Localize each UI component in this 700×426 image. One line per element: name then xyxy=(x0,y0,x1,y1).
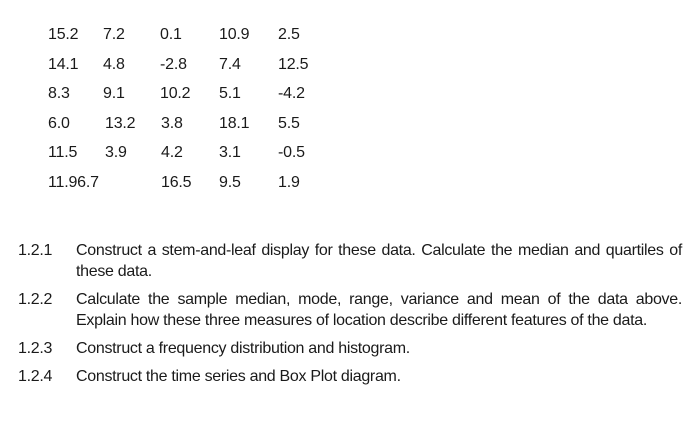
question-number: 1.2.3 xyxy=(18,340,53,357)
question-text: Construct a frequency distribution and histogram. xyxy=(76,340,410,357)
question-number: 1.2.1 xyxy=(18,242,53,259)
data-cell: 0.1 xyxy=(160,26,182,43)
question-item xyxy=(18,240,682,282)
data-cell: 7.4 xyxy=(219,55,241,73)
data-cell: 4.2 xyxy=(161,144,183,161)
data-cell: -4.2 xyxy=(278,85,305,102)
data-row xyxy=(48,24,368,54)
data-cell: 12.5 xyxy=(278,55,309,73)
data-cell: 5.1 xyxy=(219,85,241,102)
question-text: Construct the time series and Box Plot diagram. xyxy=(76,368,401,385)
data-cell: 7.2 xyxy=(103,26,125,43)
data-cell: 4.8 xyxy=(103,55,125,73)
data-row xyxy=(48,172,368,202)
data-table xyxy=(48,24,368,201)
data-row xyxy=(48,83,368,113)
data-cell: 3.9 xyxy=(105,144,127,161)
data-row xyxy=(48,54,368,84)
data-cell: 8.3 xyxy=(48,85,70,102)
data-cell: 6.0 xyxy=(48,114,70,132)
data-cell: -2.8 xyxy=(160,55,187,73)
data-cell: 5.5 xyxy=(278,114,300,132)
data-cell: 15.2 xyxy=(48,26,79,43)
data-cell: 1.9 xyxy=(278,173,300,191)
data-cell: 11.96.7 xyxy=(48,173,99,191)
data-cell: 9.5 xyxy=(219,173,241,191)
question-list xyxy=(18,240,682,394)
data-cell: -0.5 xyxy=(278,144,305,161)
data-row xyxy=(48,142,368,172)
data-cell: 10.9 xyxy=(219,26,250,43)
data-row xyxy=(48,113,368,143)
data-cell: 11.5 xyxy=(48,144,78,161)
data-cell: 13.2 xyxy=(105,114,136,132)
question-item xyxy=(18,338,682,359)
question-number: 1.2.4 xyxy=(18,368,53,385)
question-number: 1.2.2 xyxy=(18,291,53,308)
data-cell: 14.1 xyxy=(48,55,79,73)
question-item xyxy=(18,289,682,331)
data-cell: 16.5 xyxy=(161,173,192,191)
question-text: Construct a stem-and-leaf display for these data. Calculate the median and quartiles of these data. xyxy=(76,242,682,280)
data-cell: 3.8 xyxy=(161,114,183,132)
data-cell: 3.1 xyxy=(219,144,241,161)
question-text: Calculate the sample median, mode, range, variance and mean of the data above. Explain how these three measures of location describe different features of the data. xyxy=(76,291,682,329)
data-cell: 2.5 xyxy=(278,26,300,43)
data-cell: 9.1 xyxy=(103,85,125,102)
data-cell: 18.1 xyxy=(219,114,250,132)
question-item xyxy=(18,366,682,387)
data-cell: 10.2 xyxy=(160,85,191,102)
